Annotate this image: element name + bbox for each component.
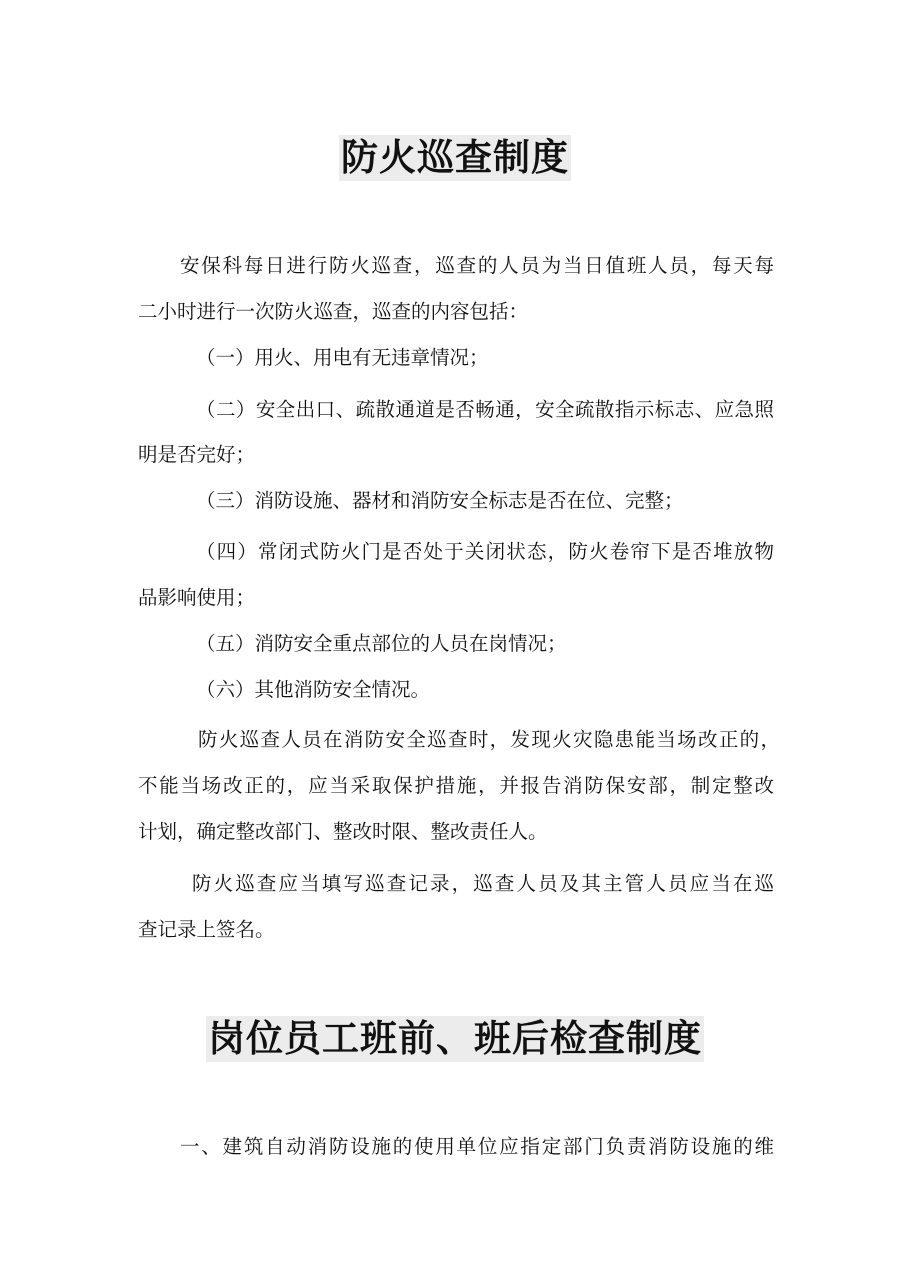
section-2-title: 岗位员工班前、班后检查制度 <box>208 1017 702 1060</box>
section-1-title: 防火巡查制度 <box>341 136 569 179</box>
paragraph-line: 防火巡查人员在消防安全巡查时，发现火灾隐患能当场改正的， <box>198 728 780 751</box>
list-item: （二）安全出口、疏散通道是否畅通，安全疏散指示标志、应急照 <box>196 398 774 421</box>
list-item-continued: 明是否完好； <box>138 443 256 466</box>
list-item: （三）消防设施、器材和消防安全标志是否在位、完整； <box>196 489 684 512</box>
list-item: （一）用火、用电有无违章情况； <box>196 346 489 369</box>
paragraph-line: 不能当场改正的，应当采取保护措施，并报告消防保安部，制定整改 <box>138 774 774 797</box>
section-2-title-wrap <box>0 1016 910 1062</box>
paragraph-line: 一、建筑自动消防设施的使用单位应指定部门负责消防设施的维 <box>180 1135 774 1158</box>
paragraph-line: 查记录上签名。 <box>138 918 275 941</box>
list-item: （四）常闭式防火门是否处于关闭状态，防火卷帘下是否堆放物 <box>196 540 774 563</box>
list-item: （五）消防安全重点部位的人员在岗情况； <box>196 632 567 655</box>
paragraph-line: 二小时进行一次防火巡查，巡查的内容包括： <box>138 300 529 323</box>
list-item: （六）其他消防安全情况。 <box>196 678 431 701</box>
paragraph-line: 安保科每日进行防火巡查，巡查的人员为当日值班人员，每天每 <box>180 254 774 277</box>
list-item-continued: 品影响使用； <box>138 586 256 609</box>
paragraph-line: 计划，确定整改部门、整改时限、整改责任人。 <box>138 820 548 843</box>
paragraph-line: 防火巡查应当填写巡查记录，巡查人员及其主管人员应当在巡 <box>192 872 774 895</box>
section-1-title-wrap <box>0 135 910 181</box>
